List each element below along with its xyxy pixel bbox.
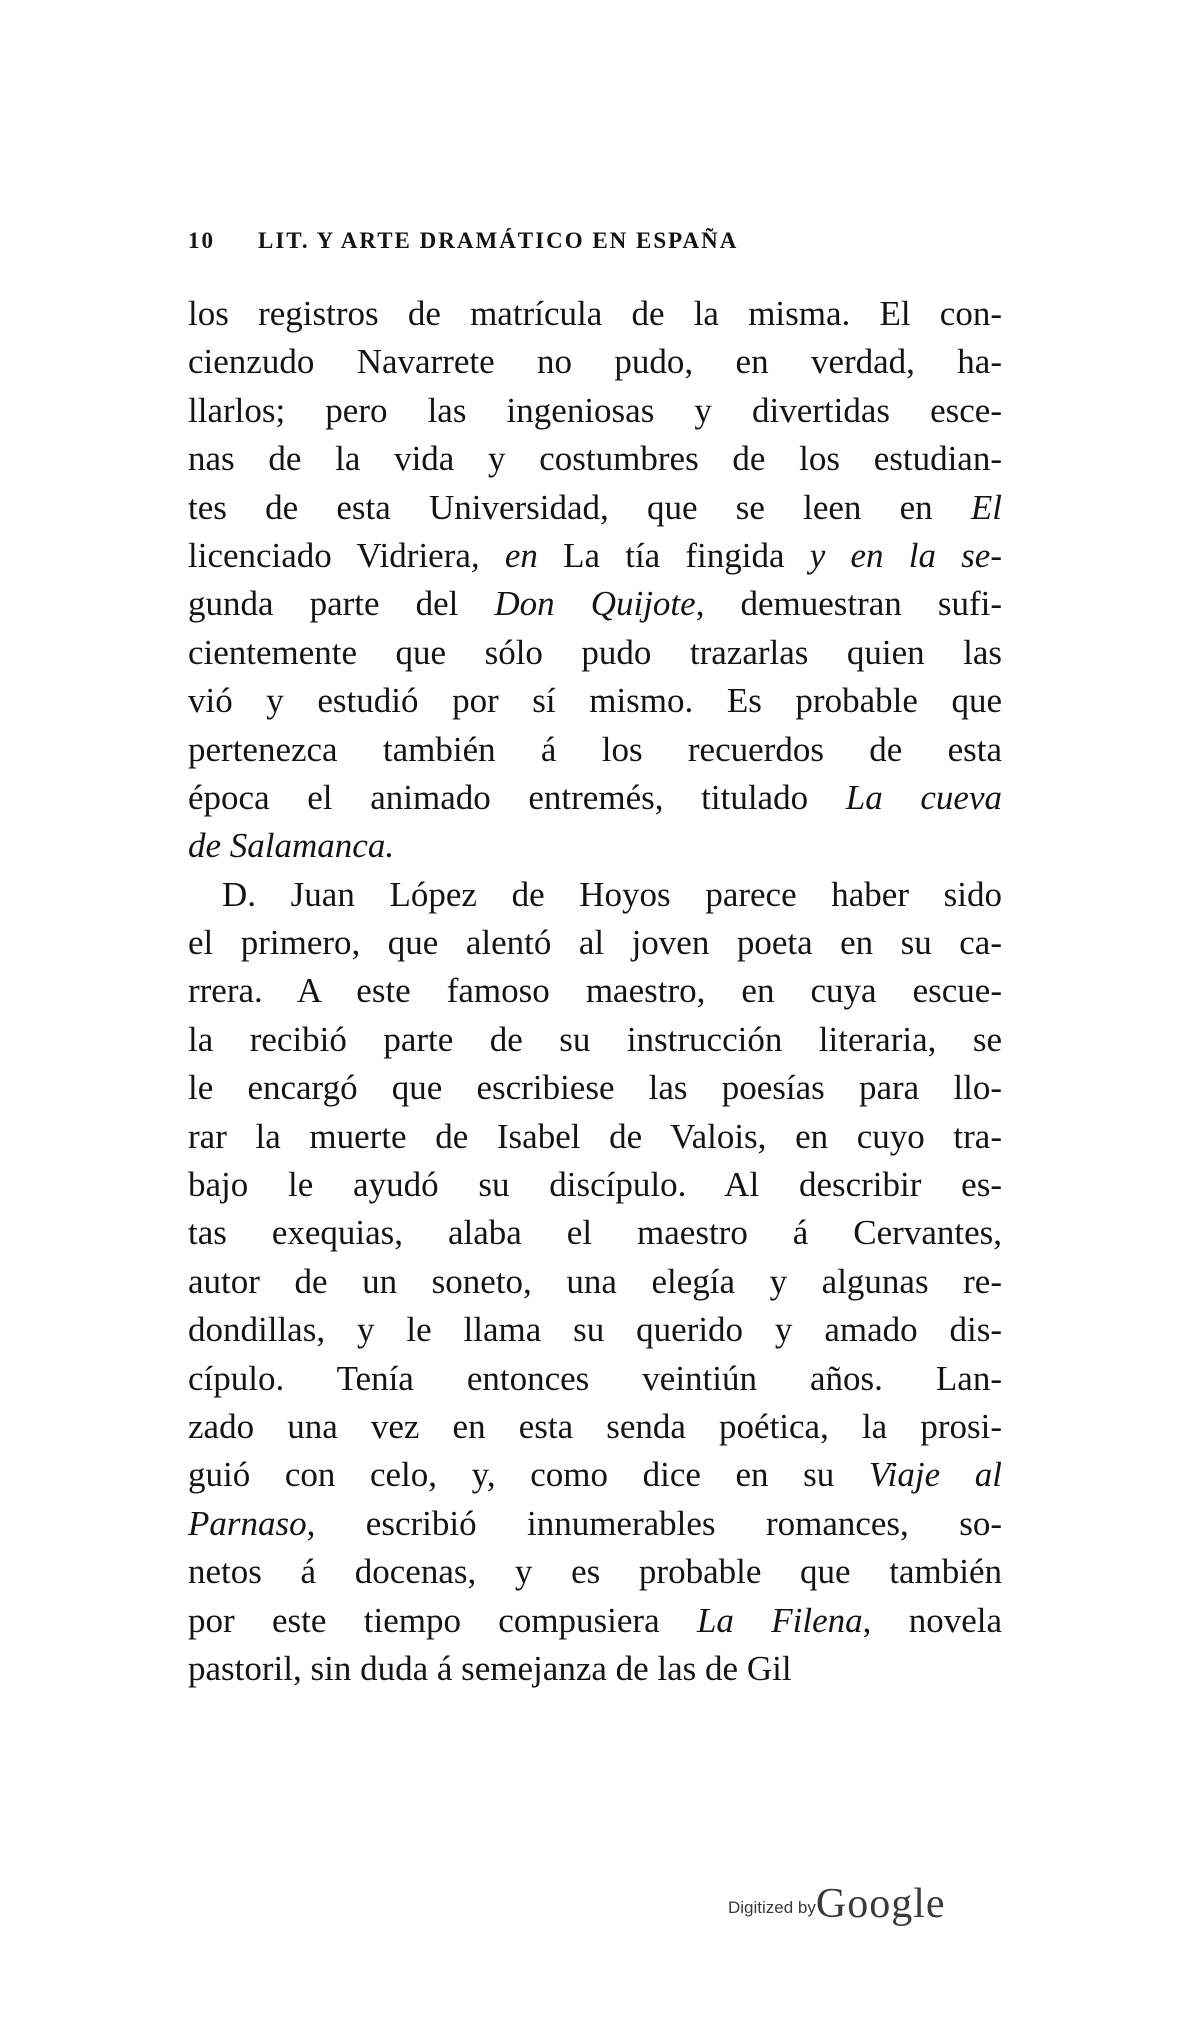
- text-line: [188, 387, 1002, 435]
- text-segment: La tía fingida: [563, 535, 785, 575]
- text-segment: , escribió innumerables romances, so-: [306, 1503, 1002, 1543]
- text-segment: por este tiempo compusiera: [188, 1600, 697, 1640]
- watermark-prefix: Digitized by: [728, 1898, 816, 1917]
- text-line: [188, 1113, 1002, 1161]
- text-segment: rrera. A este famoso maestro, en cuya escue-: [188, 971, 1002, 1011]
- text-segment: vió y estudió por sí mismo. Es probable que: [188, 681, 1002, 721]
- text-line: [188, 580, 1002, 628]
- text-line: [188, 1451, 1002, 1499]
- text-segment: zado una vez en esta senda poética, la prosi-: [188, 1406, 1002, 1446]
- italic-title: Parnaso: [188, 1503, 307, 1543]
- text-segment: , demuestran sufi-: [695, 584, 1003, 624]
- text-line: [188, 435, 1002, 483]
- text-segment: llarlos; pero las ingeniosas y divertidas esce-: [188, 390, 1002, 430]
- italic-title: Don Quijote: [494, 584, 696, 624]
- running-head: [188, 228, 1008, 268]
- text-segment: los registros de matrícula de la misma. El con-: [188, 294, 1002, 333]
- text-segment: , novela: [862, 1600, 1003, 1640]
- text-line: [188, 338, 1002, 386]
- text-line: [188, 532, 1002, 580]
- text-segment: tes de esta Universidad, que se leen en: [188, 487, 971, 527]
- text-line: [188, 1306, 1002, 1354]
- text-line: [188, 1161, 1002, 1209]
- text-segment: pastoril, sin duda á semejanza de las de Gil: [188, 1648, 792, 1688]
- text-line: [188, 919, 1002, 967]
- italic-title: La cueva: [845, 777, 1002, 817]
- text-line: [188, 967, 1002, 1015]
- text-line: [188, 1597, 1002, 1645]
- running-title: LIT. Y ARTE DRAMÁTICO EN ESPAÑA: [258, 228, 739, 253]
- body-text: [188, 290, 1002, 1693]
- text-segment: autor de un soneto, una elegía y algunas re-: [188, 1261, 1002, 1301]
- text-line: [188, 1064, 1002, 1112]
- digitized-by-google-watermark: [728, 1880, 946, 1928]
- text-segment: el primero, que alentó al joven poeta en su ca-: [188, 923, 1002, 963]
- text-segment: pertenezca también á los recuerdos de esta: [188, 729, 1002, 769]
- text-segment: época el animado entremés, titulado: [188, 777, 846, 817]
- text-segment: netos á docenas, y es probable que también: [188, 1552, 1002, 1592]
- text-line: [188, 1500, 1002, 1548]
- text-line: [188, 1016, 1002, 1064]
- italic-title: El: [970, 487, 1002, 527]
- text-segment: gunda parte del: [188, 584, 495, 624]
- italic-title: de Salamanca.: [188, 826, 395, 866]
- text-segment: bajo le ayudó su discípulo. Al describir es-: [188, 1165, 1002, 1205]
- text-segment: guió con celo, y, como dice en su: [188, 1455, 869, 1495]
- italic-title: y en la se-: [784, 535, 1002, 575]
- text-line: [188, 1645, 1002, 1693]
- text-line: [188, 677, 1002, 725]
- text-segment: nas de la vida y costumbres de los estudian-: [188, 439, 1002, 479]
- text-line: [188, 484, 1002, 532]
- text-segment: cípulo. Tenía entonces veintiún años. Lan-: [188, 1358, 1002, 1398]
- text-line: [188, 1355, 1002, 1403]
- text-segment: dondillas, y le llama su querido y amado dis-: [188, 1310, 1002, 1350]
- text-segment: rar la muerte de Isabel de Valois, en cuyo tra-: [188, 1116, 1002, 1156]
- text-segment: la recibió parte de su instrucción literaria, se: [188, 1019, 1002, 1059]
- text-line: [188, 1209, 1002, 1257]
- text-line: [188, 726, 1002, 774]
- text-line: [188, 1258, 1002, 1306]
- text-line: [188, 871, 1002, 919]
- text-line: [188, 290, 1002, 338]
- italic-title: Viaje al: [868, 1455, 1002, 1495]
- text-segment: D. Juan López de Hoyos parece haber sido: [222, 874, 1002, 914]
- text-segment: licenciado Vidriera: [188, 535, 471, 575]
- text-line: [188, 1403, 1002, 1451]
- text-segment: tas exequias, alaba el maestro á Cervantes,: [188, 1213, 1002, 1253]
- page-number: 10: [188, 228, 215, 253]
- italic-title: La Filena: [696, 1600, 863, 1640]
- text-line: [188, 629, 1002, 677]
- text-line: [188, 822, 1002, 870]
- text-line: [188, 1548, 1002, 1596]
- google-logo: Google: [815, 1881, 946, 1927]
- text-segment: cienzudo Navarrete no pudo, en verdad, ha-: [188, 342, 1002, 382]
- text-segment: le encargó que escribiese las poesías para llo-: [188, 1068, 1002, 1108]
- text-segment: cientemente que sólo pudo trazarlas quien las: [188, 632, 1002, 672]
- text-line: [188, 774, 1002, 822]
- italic-title: , en: [470, 535, 564, 575]
